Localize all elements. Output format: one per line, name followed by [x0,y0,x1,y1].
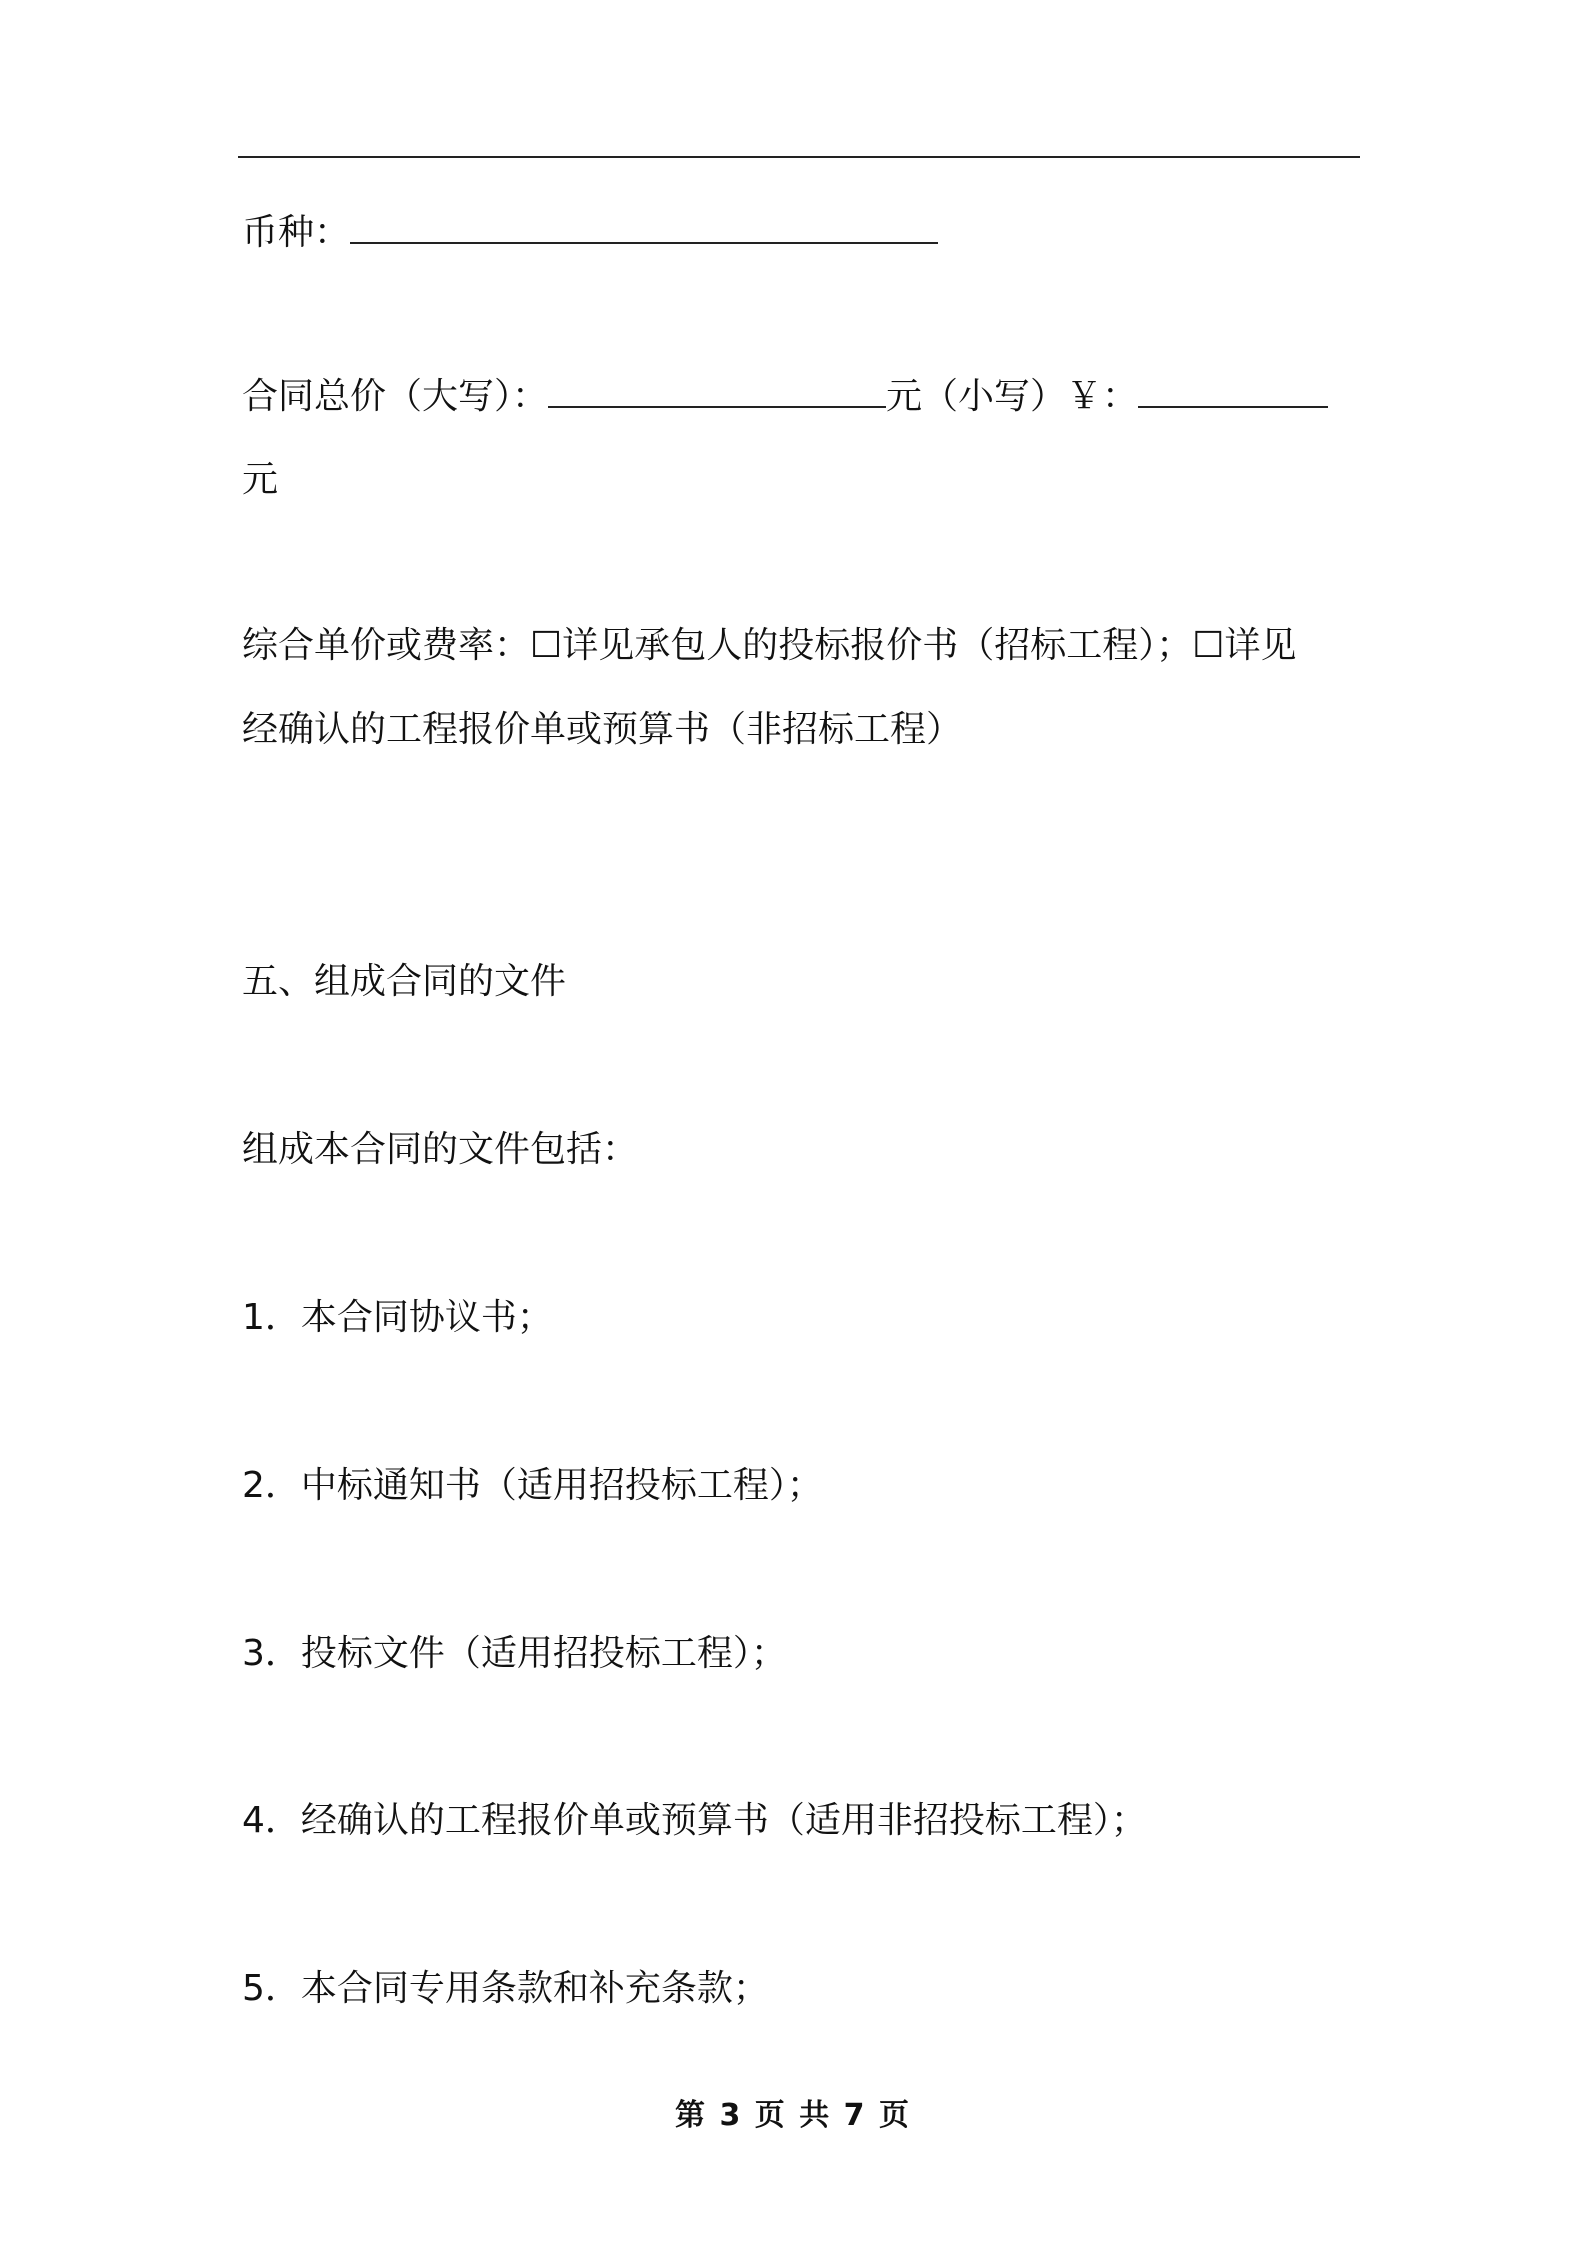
total-price-label: 合同总价（大写）： [242,376,549,417]
total-price-figures-blank[interactable] [1138,372,1328,408]
total-price-words-blank[interactable] [548,372,886,408]
total-price-small-label: 元（小写）￥： [886,376,1139,417]
currency-label: 币种： [242,212,351,253]
total-price-yuan: 元 [242,459,279,500]
unit-price-line-1: 综合单价或费率：☐详见承包人的投标报价书（招标工程）；☐详见 [242,625,1297,666]
list-item-1: 1．本合同协议书； [242,1297,553,1338]
section-title: 五、组成合同的文件 [242,961,567,1002]
list-item-4: 4．经确认的工程报价单或预算书（适用非招投标工程）； [242,1800,1147,1841]
page-footer: 第 3 页 共 7 页 [675,2098,911,2133]
intro-text: 组成本合同的文件包括： [242,1129,639,1170]
header-rule [238,156,1360,158]
total-price-line [242,372,1328,421]
unit-price-line-2: 经确认的工程报价单或预算书（非招标工程） [242,709,963,750]
list-item-2: 2．中标通知书（适用招投标工程）； [242,1465,823,1506]
currency-blank[interactable] [350,208,938,244]
list-item-5: 5．本合同专用条款和补充条款； [242,1968,769,2009]
currency-line [242,208,938,257]
list-item-3: 3．投标文件（适用招投标工程）； [242,1633,787,1674]
